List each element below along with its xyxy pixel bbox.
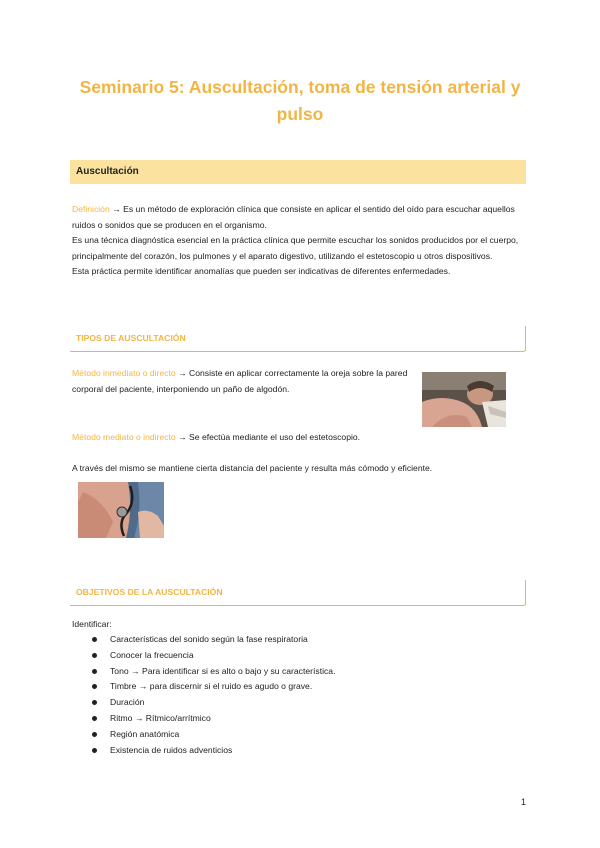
intro-paragraph-2: Es una técnica diagnóstica esencial en la práctica clínica que permite escuchar los sonidos producidos por el cuerpo, principalmente del corazón, los pulmones y el aparato digestivo, utilizando el estetoscopio u otros dispositivos.: [72, 235, 519, 261]
intro-paragraph-3: Esta práctica permite identificar anomalías que pueden ser indicativas de diferentes enfermedades.: [72, 266, 451, 277]
mediato-keyword: Método mediato o indirecto: [72, 432, 176, 442]
metodo-inmediato: [72, 366, 412, 397]
tipos-heading-box: [70, 326, 526, 352]
objetivos-lead: Identificar:: [72, 619, 112, 629]
list-item: Timbre → para discernir si el ruido es agudo o grave.: [92, 679, 335, 695]
page-number: 1: [521, 797, 527, 807]
metodo-mediato: [72, 430, 372, 446]
mediato-text-2: A través del mismo se mantiene cierta distancia del paciente y resulta más cómodo y eficiente.: [72, 463, 433, 473]
inmediato-text: → Consiste en aplicar correctamente la oreja sobre la pared corporal del paciente, interponiendo un paño de algodón.: [72, 368, 408, 394]
direct-auscultation-photo: [422, 372, 506, 427]
intro-block: [72, 202, 532, 280]
list-item: Existencia de ruidos adventicios: [92, 743, 335, 759]
list-item: Características del sonido según la fase respiratoria: [92, 632, 335, 648]
metodo-mediato-2: [72, 461, 532, 477]
tipos-heading: TIPOS DE AUSCULTACIÓN: [76, 333, 186, 343]
list-item: Región anatómica: [92, 727, 335, 743]
objetivos-heading-box: [70, 580, 526, 606]
title-line-1: Seminario 5: Auscultación, toma de tensión arterial y: [79, 77, 521, 97]
objetivos-heading: OBJETIVOS DE LA AUSCULTACIÓN: [76, 587, 223, 597]
list-item: Duración: [92, 695, 335, 711]
definition-paragraph: [72, 202, 532, 233]
stethoscope-photo: [78, 482, 164, 538]
bullet-icon: [92, 637, 97, 642]
title-line-2: pulso: [276, 104, 324, 124]
section-heading-auscultacion: Auscultación: [70, 160, 526, 184]
page-title: [60, 74, 540, 128]
objetivos-list: [92, 632, 335, 758]
definition-text: → Es un método de exploración clínica que consiste en aplicar el sentido del oído para escuchar aquellos ruidos o sonidos que se producen en el organismo.: [72, 204, 515, 230]
bullet-icon: [92, 716, 97, 721]
bullet-icon: [92, 684, 97, 689]
bullet-icon: [92, 653, 97, 658]
bullet-icon: [92, 700, 97, 705]
inmediato-keyword: Método inmediato o directo: [72, 368, 176, 378]
bullet-icon: [92, 669, 97, 674]
bullet-icon: [92, 732, 97, 737]
bullet-icon: [92, 748, 97, 753]
list-item: Conocer la frecuencia: [92, 648, 335, 664]
list-item: Ritmo → Rítmico/arrítmico: [92, 711, 335, 727]
definition-keyword: Definición: [72, 204, 110, 214]
mediato-text: → Se efectúa mediante el uso del estetoscopio.: [175, 432, 361, 442]
list-item: Tono → Para identificar si es alto o bajo y su característica.: [92, 664, 335, 680]
